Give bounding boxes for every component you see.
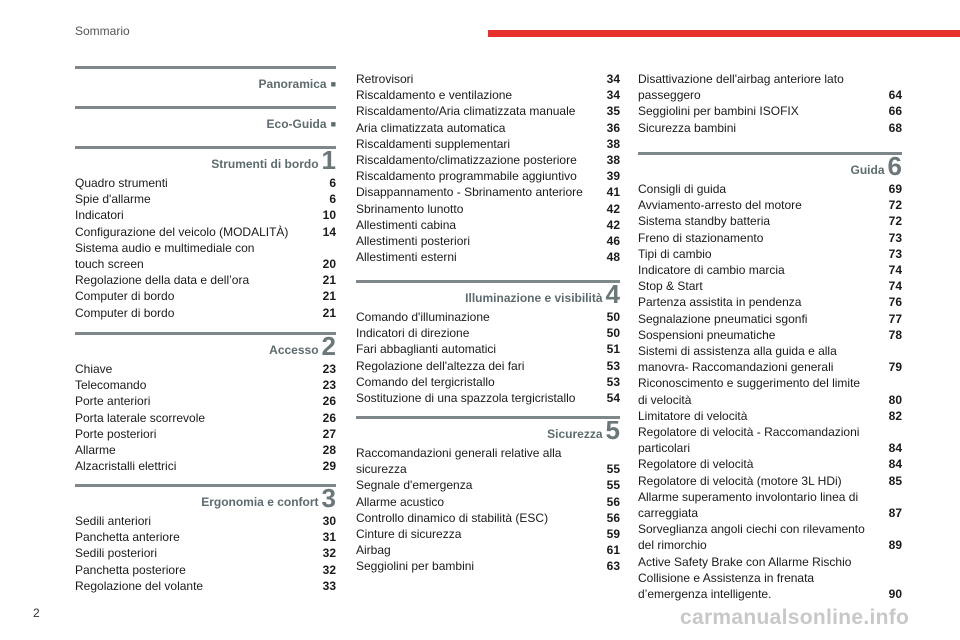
toc-entry-page: 42 — [606, 201, 620, 216]
toc-entry[interactable] — [356, 325, 620, 341]
toc-entry-title: Comando del tergicristallo — [356, 374, 495, 389]
toc-entry-title: Segnalazione pneumatici sgonfi — [638, 311, 808, 326]
toc-entry-title: Aria climatizzata automatica — [356, 120, 506, 135]
toc-entry-page: 89 — [888, 538, 902, 553]
toc-entry-title: Quadro strumenti — [75, 176, 168, 190]
toc-entry-title: Sedili anteriori — [75, 514, 152, 528]
toc-entry[interactable] — [356, 477, 620, 493]
square-bullet-icon: ■ — [330, 79, 336, 89]
toc-entry[interactable] — [75, 410, 336, 426]
toc-entry[interactable] — [75, 442, 336, 458]
toc-entry-page: 79 — [888, 360, 902, 375]
toc-entry-title: Sistema audio e multimediale con — [75, 240, 255, 255]
toc-entry[interactable] — [638, 278, 902, 294]
toc-entry-title: Allarme — [75, 443, 116, 458]
toc-entry-title: del rimorchio — [638, 538, 707, 553]
toc-entry[interactable] — [638, 262, 902, 278]
toc-entry-page: 31 — [322, 530, 336, 545]
toc-entry-title: Limitatore di velocità — [638, 408, 748, 423]
toc-entry[interactable] — [356, 120, 620, 136]
section-title: Illuminazione e visibilità — [465, 291, 603, 305]
toc-entry[interactable] — [638, 213, 902, 229]
toc-entry[interactable] — [75, 513, 336, 529]
toc-entry[interactable] — [638, 181, 902, 197]
toc-entry-page: 21 — [322, 289, 336, 304]
toc-entry-title: passeggero — [638, 88, 701, 103]
toc-entry-title: Riscaldamento/climatizzazione posteriore — [356, 153, 577, 168]
toc-entry-title: Sostituzione di una spazzola tergicristallo — [356, 391, 576, 406]
toc-entry[interactable] — [75, 562, 336, 578]
toc-entry-title: Disattivazione dell'airbag anteriore lato — [638, 72, 844, 86]
toc-entry-page: 64 — [888, 88, 902, 103]
toc-entry[interactable] — [356, 558, 620, 574]
toc-entry[interactable] — [356, 542, 620, 558]
toc-entry-title: Airbag — [356, 543, 391, 558]
toc-entry-page: 26 — [322, 410, 336, 425]
toc-entry-title: Allestimenti esterni — [356, 250, 457, 265]
toc-entry-title: Stop & Start — [638, 279, 703, 294]
toc-entry-title: Allestimenti posteriori — [356, 234, 471, 249]
toc-entry[interactable] — [356, 233, 620, 249]
section-title: Guida — [850, 163, 885, 177]
toc-entry-page: 82 — [888, 408, 902, 423]
toc-entry[interactable] — [356, 526, 620, 542]
toc-entry-title: sicurezza — [356, 462, 407, 477]
toc-entry-page: 53 — [606, 358, 620, 373]
toc-entry[interactable] — [356, 358, 620, 374]
toc-entry-title: Retrovisori — [356, 72, 414, 86]
toc-entry-title: Sicurezza bambini — [638, 120, 737, 135]
toc-entry-title: Indicatori di direzione — [356, 326, 470, 341]
toc-entry-title: Controllo dinamico di stabilità (ESC) — [356, 510, 549, 525]
toc-entry[interactable] — [75, 240, 336, 256]
toc-entry-page: 48 — [606, 250, 620, 265]
toc-entry[interactable] — [75, 361, 336, 377]
toc-entry-page: 30 — [322, 514, 336, 528]
toc-entry[interactable] — [638, 537, 902, 553]
toc-entry[interactable] — [356, 201, 620, 217]
section-guida — [638, 152, 902, 602]
toc-entry-title: Seggiolini per bambini ISOFIX — [638, 104, 799, 119]
toc-entry[interactable] — [638, 440, 902, 456]
toc-entry-page: 63 — [606, 559, 620, 574]
toc-entry[interactable] — [356, 152, 620, 168]
toc-entry[interactable] — [638, 87, 902, 103]
section-panoramica[interactable] — [75, 66, 336, 95]
toc-entry-title: Allarme superamento involontario linea di — [638, 489, 859, 504]
toc-entry-title: Regolatore di velocità - Raccomandazioni — [638, 425, 860, 440]
toc-entry-title: Panchetta anteriore — [75, 530, 180, 545]
toc-entry-page: 38 — [606, 153, 620, 168]
toc-entry-title: manovra- Raccomandazioni generali — [638, 360, 834, 375]
toc-entry-title: Telecomando — [75, 378, 147, 393]
section-ergonomia — [75, 484, 336, 594]
section-title: Eco-Guida — [266, 117, 327, 131]
toc-entry-title: Comando d'illuminazione — [356, 310, 490, 324]
toc-entry[interactable] — [356, 341, 620, 357]
toc-entry[interactable] — [638, 392, 902, 408]
toc-entry[interactable] — [356, 168, 620, 184]
toc-entry[interactable] — [638, 71, 902, 87]
toc-entry[interactable] — [356, 461, 620, 477]
toc-entry[interactable] — [356, 494, 620, 510]
toc-entry[interactable] — [356, 184, 620, 200]
toc-entry[interactable] — [638, 311, 902, 327]
toc-entry-title: Tipi di cambio — [638, 246, 712, 261]
toc-entry-title: Fari abbaglianti automatici — [356, 342, 497, 357]
toc-entry-title: Indicatori — [75, 208, 124, 223]
toc-entry[interactable] — [75, 224, 336, 240]
toc-entry-page: 68 — [888, 120, 902, 135]
toc-entry[interactable] — [638, 424, 902, 440]
toc-entry-title: Spie d'allarme — [75, 192, 151, 207]
toc-entry-page: 77 — [888, 311, 902, 326]
toc-entry-page: 74 — [888, 263, 902, 278]
toc-entry-page: 28 — [322, 443, 336, 458]
section-number: 6 — [887, 151, 902, 181]
toc-entry[interactable] — [75, 305, 336, 321]
toc-entry[interactable] — [356, 71, 620, 87]
toc-entry-page: 32 — [322, 546, 336, 561]
toc-entry[interactable] — [638, 473, 902, 489]
toc-entry-page: 90 — [888, 587, 902, 602]
toc-entry[interactable] — [75, 256, 336, 272]
square-bullet-icon: ■ — [330, 119, 336, 129]
toc-entry[interactable] — [75, 529, 336, 545]
toc-entry[interactable] — [75, 578, 336, 594]
toc-entry-title: Cinture di sicurezza — [356, 527, 462, 542]
toc-entry-page: 72 — [888, 214, 902, 229]
toc-entry-page: 87 — [888, 506, 902, 521]
toc-entry-page: 69 — [888, 182, 902, 196]
toc-entry-title: Porte posteriori — [75, 426, 157, 441]
toc-entry-title: Alzacristalli elettrici — [75, 459, 177, 474]
toc-entry-page: 34 — [606, 72, 620, 86]
toc-entry-page: 78 — [888, 327, 902, 342]
toc-entry-title: Raccomandazioni generali relative alla — [356, 446, 562, 460]
toc-entry[interactable] — [75, 545, 336, 561]
toc-entry[interactable] — [356, 249, 620, 265]
section-number: 4 — [605, 279, 620, 309]
toc-entry-title: Allestimenti cabina — [356, 217, 457, 232]
toc-entry[interactable] — [638, 375, 902, 391]
toc-entry-title: Freno di stazionamento — [638, 230, 764, 245]
toc-entry-page: 41 — [606, 185, 620, 200]
toc-entry[interactable] — [356, 87, 620, 103]
section-title: Panoramica — [258, 77, 327, 91]
section-continuation — [638, 71, 902, 136]
toc-entry-page: 23 — [322, 362, 336, 376]
toc-entry-title: d’emergenza intelligente. — [638, 587, 772, 602]
toc-entry-page: 6 — [329, 192, 336, 207]
toc-entry-page: 29 — [322, 459, 336, 474]
toc-entry-title: Sbrinamento lunotto — [356, 201, 464, 216]
toc-entry-title: Avviamento-arresto del motore — [638, 198, 802, 213]
toc-entry[interactable] — [638, 197, 902, 213]
toc-entry-title: Sedili posteriori — [75, 546, 158, 561]
toc-entry-title: Indicatore di cambio marcia — [638, 263, 785, 278]
toc-entry-title: touch screen — [75, 257, 144, 272]
toc-entry-title: Active Safety Brake con Allarme Rischio — [638, 554, 852, 569]
toc-entry-title: Riscaldamento e ventilazione — [356, 88, 513, 103]
toc-entry-page: 26 — [322, 394, 336, 409]
toc-entry[interactable] — [638, 120, 902, 136]
toc-entry-title: Allarme acustico — [356, 494, 445, 509]
toc-entry-title: Seggiolini per bambini — [356, 559, 475, 574]
toc-entry-page: 27 — [322, 426, 336, 441]
toc-entry-page: 50 — [606, 326, 620, 341]
toc-entry[interactable] — [75, 272, 336, 288]
toc-entry[interactable] — [638, 456, 902, 472]
toc-entry-page: 42 — [606, 217, 620, 232]
toc-entry[interactable] — [75, 393, 336, 409]
toc-entry-title: Partenza assistita in pendenza — [638, 295, 802, 310]
toc-entry[interactable] — [638, 230, 902, 246]
toc-entry-title: Sorveglianza angoli ciechi con rilevamento — [638, 522, 865, 537]
toc-entry[interactable] — [638, 408, 902, 424]
toc-entry[interactable] — [638, 327, 902, 343]
toc-entry-page: 10 — [322, 208, 336, 223]
section-illuminazione — [356, 280, 620, 406]
toc-entry[interactable] — [638, 359, 902, 375]
toc-entry-page: 14 — [322, 224, 336, 239]
toc-entry[interactable] — [356, 374, 620, 390]
toc-entry-page: 76 — [888, 295, 902, 310]
toc-entry-page: 80 — [888, 392, 902, 407]
toc-entry-title: Riscaldamenti supplementari — [356, 136, 511, 151]
toc-entry[interactable] — [638, 554, 902, 570]
toc-entry-page: 6 — [329, 176, 336, 190]
toc-entry[interactable] — [638, 586, 902, 602]
toc-entry-page: 56 — [606, 494, 620, 509]
toc-entry[interactable] — [75, 288, 336, 304]
toc-entry-page: 53 — [606, 374, 620, 389]
toc-entry-title: Porta laterale scorrevole — [75, 410, 206, 425]
toc-entry[interactable] — [356, 103, 620, 119]
header-accent-bar — [488, 30, 960, 37]
toc-entry-page: 50 — [606, 310, 620, 324]
toc-entry-title: Sistemi di assistenza alla guida e alla — [638, 344, 837, 359]
section-strumenti — [75, 146, 336, 321]
toc-entry-page: 51 — [606, 342, 620, 357]
toc-entry-title: Regolatore di velocità (motore 3L HDi) — [638, 473, 842, 488]
toc-entry-title: Regolazione dell'altezza dei fari — [356, 358, 525, 373]
toc-entry-page: 66 — [888, 104, 902, 119]
section-accesso — [75, 332, 336, 474]
toc-entry[interactable] — [356, 390, 620, 406]
toc-entry[interactable] — [638, 103, 902, 119]
toc-entry[interactable] — [356, 445, 620, 461]
toc-entry[interactable] — [638, 489, 902, 505]
toc-entry-page: 54 — [606, 391, 620, 406]
toc-entry-page: 21 — [322, 273, 336, 288]
toc-entry-page: 33 — [322, 578, 336, 593]
toc-entry[interactable] — [75, 191, 336, 207]
toc-entry-page: 46 — [606, 234, 620, 249]
section-number: 1 — [321, 145, 336, 175]
toc-entry-title: di velocità — [638, 392, 692, 407]
toc-entry[interactable] — [75, 175, 336, 191]
toc-entry[interactable] — [75, 426, 336, 442]
watermark: carmanualsonline.info — [680, 606, 910, 629]
toc-entry-page: 38 — [606, 136, 620, 151]
page-number: 2 — [33, 606, 40, 620]
toc-entry-page: 73 — [888, 246, 902, 261]
toc-entry-title: Riscaldamento/Aria climatizzata manuale — [356, 104, 576, 119]
header-title: Sommario — [75, 24, 130, 38]
toc-entry[interactable] — [638, 505, 902, 521]
toc-entry[interactable] — [356, 136, 620, 152]
toc-entry[interactable] — [638, 246, 902, 262]
toc-entry-title: Regolazione del volante — [75, 578, 204, 593]
toc-entry-title: Porte anteriori — [75, 394, 151, 409]
toc-entry-title: Sospensioni pneumatiche — [638, 327, 776, 342]
toc-entry-title: Segnale d'emergenza — [356, 478, 473, 493]
toc-entry-page: 35 — [606, 104, 620, 119]
toc-entry[interactable] — [356, 510, 620, 526]
section-title: Ergonomia e confort — [201, 495, 319, 509]
toc-entry-page: 55 — [606, 462, 620, 477]
toc-entry[interactable] — [638, 294, 902, 310]
toc-entry-page: 56 — [606, 510, 620, 525]
toc-entry-page: 20 — [322, 257, 336, 272]
toc-entry-page: 32 — [322, 562, 336, 577]
toc-entry-page: 72 — [888, 198, 902, 213]
toc-entry[interactable] — [638, 521, 902, 537]
toc-entry[interactable] — [75, 207, 336, 223]
section-continuation — [356, 71, 620, 265]
toc-entry-title: Computer di bordo — [75, 289, 175, 304]
toc-entry[interactable] — [356, 217, 620, 233]
section-title: Sicurezza — [547, 427, 603, 441]
toc-entry-page: 61 — [606, 543, 620, 558]
toc-entry[interactable] — [75, 458, 336, 474]
toc-entry-title: Regolatore di velocità — [638, 457, 754, 472]
toc-entry-title: Disappannamento - Sbrinamento anteriore — [356, 185, 583, 200]
toc-entry-page: 36 — [606, 120, 620, 135]
section-number: 5 — [605, 415, 620, 445]
toc-entry[interactable] — [75, 377, 336, 393]
section-sicurezza — [356, 416, 620, 575]
toc-entry-title: Regolazione della data e dell’ora — [75, 273, 250, 288]
toc-entry-title: Chiave — [75, 362, 113, 376]
toc-entry-page: 23 — [322, 378, 336, 393]
section-title: Accesso — [269, 343, 319, 357]
toc-entry-title: particolari — [638, 441, 691, 456]
toc-entry-page: 55 — [606, 478, 620, 493]
toc-entry-title: Consigli di guida — [638, 182, 727, 196]
toc-entry-page: 21 — [322, 305, 336, 320]
toc-entry-title: Riconoscimento e suggerimento del limite — [638, 376, 861, 391]
toc-entry-page: 74 — [888, 279, 902, 294]
toc-entry-title: carreggiata — [638, 506, 699, 521]
toc-entry-page: 84 — [888, 441, 902, 456]
toc-entry-title: Sistema standby batteria — [638, 214, 771, 229]
toc-entry-page: 85 — [888, 473, 902, 488]
toc-entry-page: 84 — [888, 457, 902, 472]
toc-entry-title: Collisione e Assistenza in frenata — [638, 570, 815, 585]
toc-entry[interactable] — [638, 343, 902, 359]
toc-entry[interactable] — [638, 570, 902, 586]
section-number: 2 — [321, 331, 336, 361]
toc-entry-page: 73 — [888, 230, 902, 245]
toc-entry[interactable] — [356, 309, 620, 325]
section-eco-guida[interactable] — [75, 106, 336, 135]
toc-entry-title: Riscaldamento programmabile aggiuntivo — [356, 169, 577, 184]
toc-entry-page: 39 — [606, 169, 620, 184]
toc-entry-page: 59 — [606, 527, 620, 542]
toc-entry-title: Computer di bordo — [75, 305, 175, 320]
section-number: 3 — [321, 483, 336, 513]
toc-entry-title: Panchetta posteriore — [75, 562, 186, 577]
section-title: Strumenti di bordo — [211, 157, 319, 171]
toc-entry-page: 34 — [606, 88, 620, 103]
toc-entry-title: Configurazione del veicolo (MODALITÀ) — [75, 224, 289, 239]
